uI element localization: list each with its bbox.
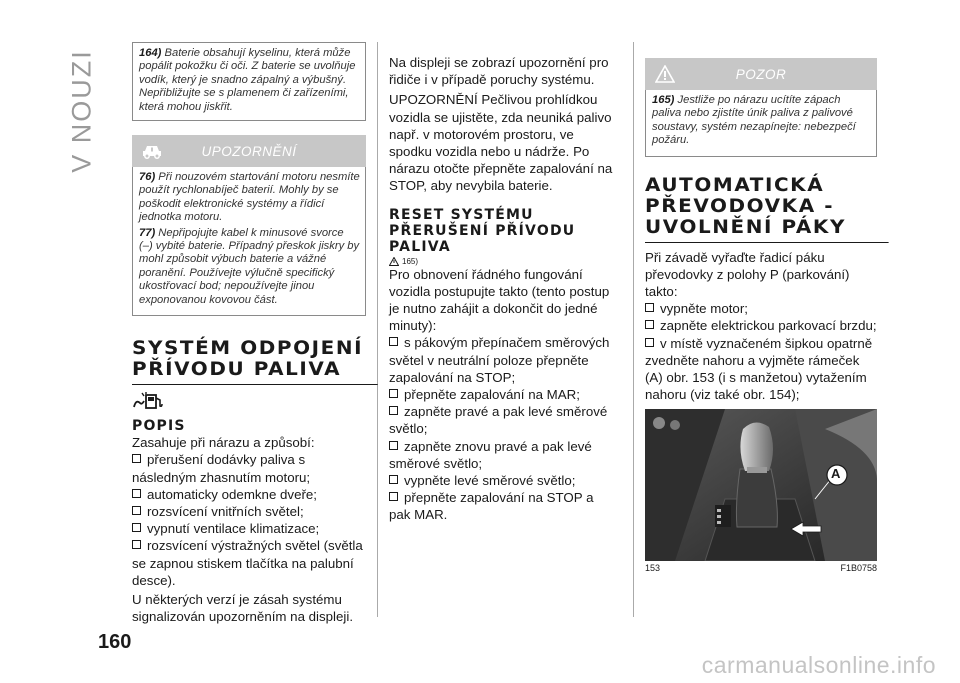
warning-triangle-icon bbox=[389, 257, 399, 266]
figure-caption bbox=[645, 563, 877, 573]
pozor-header bbox=[645, 58, 877, 90]
column-1 bbox=[132, 42, 366, 625]
list-item-text: vypněte motor; bbox=[660, 301, 748, 317]
list-item bbox=[645, 300, 877, 317]
bullet-square-icon bbox=[645, 303, 654, 312]
list-item-text: vypněte levé směrové světlo; bbox=[404, 473, 576, 489]
warning-item-76 bbox=[139, 171, 360, 225]
fuel-outro: U některých verzí je zásah systému signalizován upozorněním na displeji. bbox=[132, 591, 354, 625]
warning-header bbox=[132, 135, 366, 167]
bullet-square-icon bbox=[132, 489, 141, 498]
list-item bbox=[389, 386, 617, 403]
reference-number: 165) bbox=[402, 256, 419, 266]
note-number: 164) bbox=[139, 47, 162, 59]
list-item-text: rozsvícení výstražných světel (světla se zapnou stiskem tlačítka na palubní desce). bbox=[132, 538, 363, 588]
watermark: carmanualsonline.info bbox=[701, 652, 936, 678]
pozor-title: POZOR bbox=[735, 66, 787, 82]
list-item bbox=[645, 317, 877, 334]
section-heading-fuel-cutoff: SYSTÉM ODPOJENÍ PŘÍVODU PALIVA bbox=[132, 338, 378, 385]
figure-153-gear-lever bbox=[645, 409, 877, 561]
list-item bbox=[389, 489, 617, 523]
fuel-effects-list bbox=[132, 451, 366, 589]
list-item bbox=[132, 451, 366, 485]
list-item bbox=[389, 334, 617, 386]
car-warning-icon bbox=[132, 142, 172, 160]
bullet-square-icon bbox=[645, 338, 654, 347]
list-item-text: přerušení dodávky paliva s následným zhasnutím motoru; bbox=[132, 452, 311, 485]
list-item bbox=[132, 486, 366, 503]
column-3 bbox=[645, 42, 877, 573]
list-item-text: zapněte znovu pravé a pak levé směrové světlo; bbox=[389, 438, 592, 471]
warning-triangle-icon bbox=[645, 65, 685, 83]
reference-165 bbox=[389, 257, 617, 266]
pozor-number: 165) bbox=[652, 94, 675, 106]
list-item bbox=[389, 438, 617, 472]
bullet-square-icon bbox=[389, 389, 398, 398]
list-item-text: rozsvícení vnitřních světel; bbox=[147, 503, 304, 519]
list-item bbox=[389, 403, 617, 437]
warning-item-77 bbox=[139, 227, 360, 307]
note-box-164 bbox=[132, 42, 366, 121]
reset-intro: Pro obnovení řádného fungování vozidla postupujte takto (tento postup je nutno zahájit a dokončit do jedné minuty): bbox=[389, 266, 610, 334]
pozor-text: Jestliže po nárazu ucítíte zápach paliva nebo zjistíte únik paliva z palivové soustavy, systém nezapínejte: nebezpečí požáru. bbox=[652, 94, 856, 147]
list-item-text: automaticky odemkne dveře; bbox=[147, 486, 317, 502]
pozor-box bbox=[645, 90, 877, 157]
section-side-label bbox=[64, 49, 100, 173]
list-item-text: zapněte elektrickou parkovací brzdu; bbox=[660, 318, 877, 334]
list-item-text: v místě vyznačeném šipkou opatrně zvedněte nahoru a vyjměte rámeček (A) obr. 153 (i s manžetou) vytažením nahoru (viz také obr. 154); bbox=[645, 335, 873, 403]
list-item-text: přepněte zapalování na MAR; bbox=[404, 387, 580, 403]
column-2 bbox=[389, 42, 617, 524]
bullet-square-icon bbox=[132, 540, 141, 549]
display-para: Na displeji se zobrazí upozornění pro řidiče i v případě poruchy systému. bbox=[389, 55, 609, 88]
figure-callout-a: A bbox=[831, 466, 841, 482]
list-item-text: přepněte zapalování na STOP a pak MAR. bbox=[389, 490, 594, 523]
list-item bbox=[645, 335, 877, 404]
bullet-square-icon bbox=[645, 320, 654, 329]
bullet-square-icon bbox=[132, 506, 141, 515]
list-item bbox=[389, 472, 617, 489]
bullet-square-icon bbox=[389, 492, 398, 501]
warning-item-number: 76) bbox=[139, 171, 156, 184]
bullet-square-icon bbox=[389, 441, 398, 450]
column-divider bbox=[633, 42, 634, 617]
side-label-text: V NOUZI bbox=[66, 49, 97, 173]
bullet-square-icon bbox=[132, 454, 141, 463]
gear-steps-list bbox=[645, 300, 877, 403]
warning-item-text: Při nouzovém startování motoru nesmíte použít rychlonabíječ baterií. Mohly by se poškodit elektronické systémy a řídicí jednotka motoru. bbox=[139, 171, 360, 224]
list-item bbox=[132, 503, 366, 520]
list-item-text: zapněte pravé a pak levé směrové světlo; bbox=[389, 404, 608, 437]
warning-box bbox=[132, 167, 366, 316]
section-heading-gear-release: AUTOMATICKÁ PŘEVODOVKA - UVOLNĚNÍ PÁKY bbox=[645, 175, 889, 243]
reset-steps-list bbox=[389, 334, 617, 523]
warning-item-number: 77) bbox=[139, 226, 156, 239]
list-item-text: s pákovým přepínačem směrových světel v neutrální poloze přepněte zapalování na STOP; bbox=[389, 335, 610, 385]
bullet-square-icon bbox=[389, 406, 398, 415]
warning-title: UPOZORNĚNÍ bbox=[201, 143, 297, 159]
fuel-intro: Zasahuje při nárazu a způsobí: bbox=[132, 435, 315, 451]
list-item-text: vypnutí ventilace klimatizace; bbox=[147, 521, 320, 537]
bullet-square-icon bbox=[389, 337, 398, 346]
list-item bbox=[132, 520, 366, 537]
column-divider bbox=[377, 42, 378, 617]
page-number: 160 bbox=[98, 631, 132, 653]
section-heading-reset: RESET SYSTÉMU PŘERUŠENÍ PŘÍVODU PALIVA bbox=[389, 206, 576, 255]
bullet-square-icon bbox=[132, 523, 141, 532]
bullet-square-icon bbox=[389, 475, 398, 484]
subheading-popis: POPIS bbox=[132, 418, 186, 435]
fuel-cutoff-icon bbox=[132, 391, 366, 416]
warning-item-text: Nepřipojujte kabel k minusové svorce (–) vybité baterie. Případný přeskok jiskry by mohl způsobit výbuch baterie a vážné poranění. Používejte výlučně specifický ukostřovací bod; nepoužívejte jinou exponovanou kovovou část. bbox=[139, 226, 360, 306]
gear-intro: Při závadě vyřaďte řadicí páku převodovky z polohy P (parkování) takto: bbox=[645, 249, 850, 300]
figure-number: 153 bbox=[645, 563, 661, 574]
list-item bbox=[132, 537, 366, 589]
figure-code: F1B0758 bbox=[840, 563, 877, 574]
note-text: Baterie obsahují kyselinu, která může popálit pokožku či oči. Z baterie se uvolňuje vodík, který je snadno zápalný a výbušný. Nepřibližujte se s plamenem či zařízeními, která mohou jiskřit. bbox=[139, 47, 356, 113]
inspection-para: UPOZORNĚNÍ Pečlivou prohlídkou vozidla se ujistěte, zda neuniká palivo např. v motorovém prostoru, ve spodku vozidla nebo u nádrže. Po nárazu otočte přepněte zapalování na STOP, aby nevybila baterie. bbox=[389, 92, 613, 194]
